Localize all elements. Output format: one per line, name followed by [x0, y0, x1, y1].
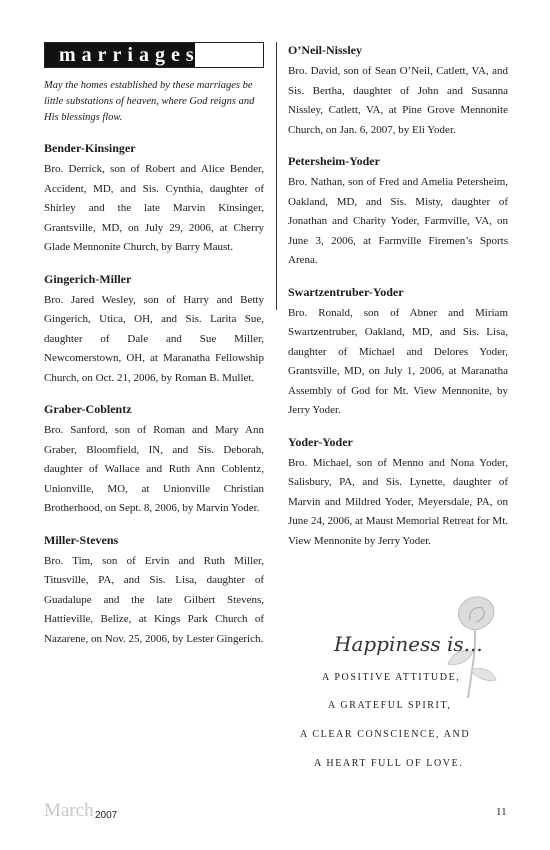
- marriage-entry: [44, 271, 264, 389]
- right-column: [288, 42, 508, 564]
- happiness-line: A CLEAR CONSCIENCE, AND: [300, 729, 471, 740]
- entry-name: Swartzentruber-Yoder: [288, 284, 404, 299]
- marriage-entry: [44, 140, 264, 258]
- marriage-entry: [44, 401, 264, 519]
- entry-name: Miller-Stevens: [44, 532, 119, 547]
- marriage-entry: [288, 284, 508, 421]
- column-divider: [276, 42, 277, 310]
- footer-year: 2007: [95, 810, 118, 821]
- entry-name: Bender-Kinsinger: [44, 141, 136, 155]
- entry-text: Bro. Derrick, son of Robert and Alice Bender, Accident, MD, and Sis. Cynthia, daughter of Shirley and the late Marvin Kinsinger, Grantsville, MD, on July 29, 2006, at Cherry Glade Mennonite Church, by Barry Maust.: [44, 163, 264, 253]
- entry-text: Bro. Ronald, son of Abner and Miriam Swartzentruber, Oakland, MD, and Sis. Lisa, daughter of Michael and Delores Yoder, Grantsville, MD, on July 1, 2006, at Maranatha Assembly of God for Mt. View Mennonite, by Jerry Yoder.: [288, 306, 508, 416]
- page-number: 11: [496, 806, 507, 818]
- intro-text: May the homes established by these marriages be little substations of heaven, where God reigns and His blessings flow.: [44, 80, 255, 123]
- entry-name: Gingerich-Miller: [44, 271, 132, 286]
- section-title: marriages: [45, 43, 195, 67]
- entry-text: Bro. Michael, son of Menno and Nona Yoder, Salisbury, PA, and Sis. Lynette, daughter of Marvin and Mildred Yoder, Meyersdale, PA, on June 24, 2006, at Maust Memorial Retreat for Mt. View Mennonite by Jerry Yoder.: [288, 456, 508, 547]
- happiness-line: A GRATEFUL SPIRIT,: [328, 700, 452, 711]
- entry-text: Bro. Tim, son of Ervin and Ruth Miller, Titusville, PA, and Sis. Lisa, daughter of Guadalupe and the late Gilbert Stevens, Hattieville, Belize, at Kings Park Church of Nazarene, on Nov. 25, 2006, by Lester Gingerich.: [44, 554, 264, 645]
- marriage-entry: [288, 434, 508, 552]
- entry-text: Bro. Sanford, son of Roman and Mary Ann Graber, Bloomfield, IN, and Sis. Deborah, daughter of Wallace and Ruth Ann Coblentz, Unionville, MO, at Unionville Christian Brotherhood, on Sept. 8, 2006, by Marvin Yoder.: [44, 424, 264, 514]
- entry-text: Bro. David, son of Sean O’Neil, Catlett, VA, and Sis. Bertha, daughter of John and Susanna Nissley, Catlett, VA, at Pine Grove Mennonite Church, on Jan. 6, 2007, by Eli Yoder.: [288, 65, 508, 136]
- marriage-entry: [288, 42, 508, 140]
- left-column: [44, 42, 264, 662]
- entry-text: Bro. Jared Wesley, son of Harry and Betty Gingerich, Utica, OH, and Sis. Larita Sue, daughter of Dale and Sue Miller, Newcomerstown, OH, at Maranatha Fellowship Church, on Oct. 21, 2006, by Roman B. Mullet.: [44, 293, 264, 384]
- happiness-title: Happiness is...: [334, 632, 483, 656]
- entry-name: Petersheim-Yoder: [288, 154, 380, 168]
- entry-name: Graber-Coblentz: [44, 402, 132, 416]
- marriage-entry: [44, 532, 264, 650]
- section-header: [44, 42, 264, 68]
- happiness-panel: [290, 596, 500, 776]
- marriage-entry: [288, 153, 508, 271]
- happiness-line: A POSITIVE ATTITUDE,: [322, 672, 461, 683]
- happiness-line: A HEART FULL OF LOVE.: [314, 758, 464, 769]
- entry-name: Yoder-Yoder: [288, 434, 353, 449]
- entry-name: O’Neil-Nissley: [288, 43, 362, 57]
- entry-text: Bro. Nathan, son of Fred and Amelia Petersheim, Oakland, MD, and Sis. Misty, daughter of Jonathan and Charity Yoder, Farmville, VA, on June 3, 2006, at Farmville Firemen’s Sports Arena.: [288, 176, 508, 266]
- footer-month: March: [44, 800, 94, 821]
